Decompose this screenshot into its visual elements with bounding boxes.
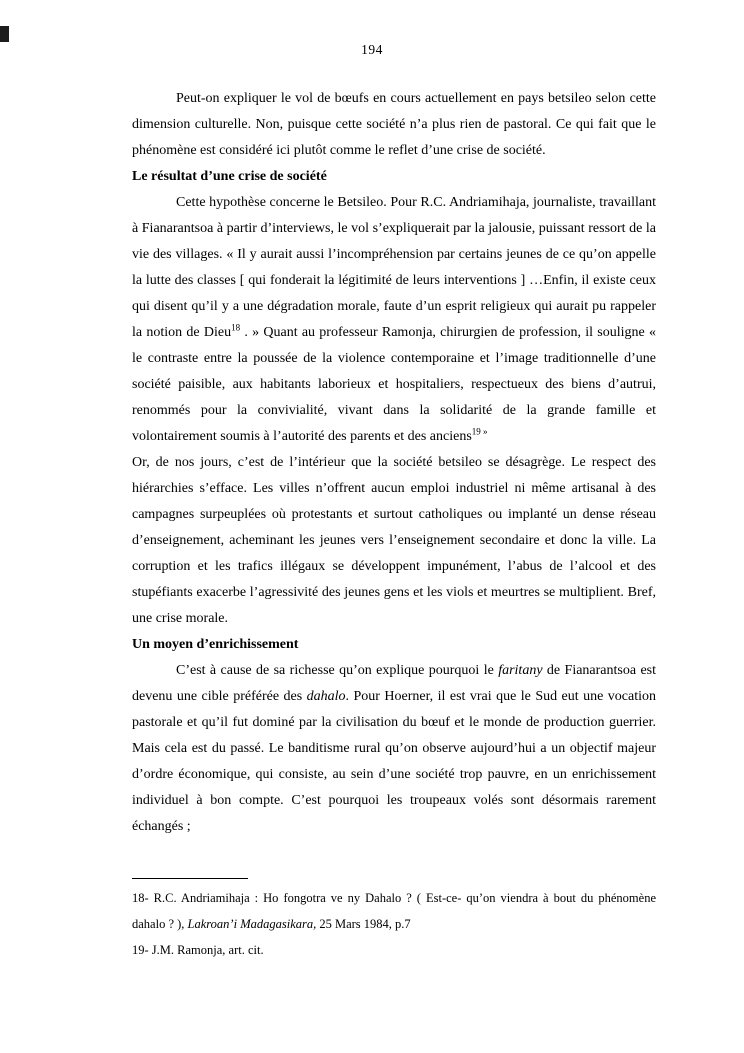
paragraph-richesse	[132, 658, 656, 840]
text-run: 25 Mars 1984, p.7	[316, 917, 411, 931]
page-number: 194	[361, 42, 383, 57]
footnote-reference: 18	[231, 322, 241, 333]
text-run: de Fianarantsoa est devenu une cible préférée des	[132, 663, 656, 704]
footnote-19	[132, 937, 656, 963]
text-run: 19- J.M. Ramonja, art. cit.	[132, 943, 264, 957]
text-run: Peut-on expliquer le vol de bœufs en cours actuellement en pays betsileo selon cette dimension culturelle. Non, puisque cette société n’a plus rien de pastoral. Ce qui fait que le phénomène est considéré ici plutôt comme le reflet d’une crise de société.	[132, 91, 656, 158]
text-run: . » Quant au professeur Ramonja, chirurgien de profession, il souligne « le contraste entre la poussée de la violence contemporaine et l’image traditionnelle d’une société paisible, aux habitants laborieux et hospitaliers, respectueux des biens d’autrui, renommés pour la convivialité, vivant dans la solidarité de la grande famille et volontairement soumis à l’autorité des parents et des anciens	[132, 325, 657, 444]
text-run: dahalo	[306, 689, 346, 704]
text-run: 18- R.C. Andriamihaja : Ho fongotra ve ny Dahalo ? ( Est-ce- qu’on viendra à bout du phénomène dahalo ? ),	[132, 891, 656, 931]
scan-artifact	[0, 26, 9, 42]
paragraph-hypothese	[132, 190, 656, 450]
footnote-18	[132, 885, 656, 937]
paragraph-intro	[132, 86, 656, 164]
text-run: Lakroan’i Madagasikara,	[187, 917, 317, 931]
text-run: faritany	[498, 663, 543, 678]
paragraph-desagregation	[132, 450, 656, 632]
footnote-separator	[132, 878, 248, 879]
text-run: Or, de nos jours, c’est de l’intérieur que la société betsileo se désagrège. Le respect des hiérarchies s’efface. Les villes n’offrent aucun emploi industriel ni même artisanal à des campagnes surpeuplées où protestants et surtout catholiques ou implanté un dense réseau d’enseignement, acheminant les jeunes vers l’enseignement secondaire et donc la ville. La corruption et les trafics illégaux se développent impunément, l’abus de l’alcool et des stupéfiants exacerbe l’agressivité des jeunes gens et les viols et meurtres se multiplient. Bref, une crise morale.	[132, 455, 656, 626]
section-heading-enrichissement: Un moyen d’enrichissement	[132, 637, 299, 652]
footnote-reference: 19 »	[471, 426, 488, 437]
page-body	[132, 86, 656, 840]
footnotes-section	[132, 870, 656, 963]
text-run: . Pour Hoerner, il est vrai que le Sud eut une vocation pastorale et qu’il fut dominé par la civilisation du bœuf et le monde de production guerrier. Mais cela est du passé. Le banditisme rural qu’on observe aujourd’hui a un objectif majeur d’ordre économique, qui consiste, au sein d’une société trop pauvre, en un enrichissement individuel à bon compte. C’est pourquoi les troupeaux volés sont désormais rarement échangés ;	[132, 689, 656, 834]
section-heading-crise-de-societe: Le résultat d’une crise de société	[132, 169, 327, 184]
text-run: C’est à cause de sa richesse qu’on explique pourquoi le	[176, 663, 499, 678]
text-run: Cette hypothèse concerne le Betsileo. Pour R.C. Andriamihaja, journaliste, travaillant à Fianarantsoa à partir d’interviews, le vol s’expliquerait par la jalousie, puissant ressort de la vie des villages. « Il y aurait aussi l’incompréhension par certains jeunes de ce qu’on appelle la lutte des classes [ qui fonderait la légitimité de leurs interventions ] …Enfin, il existe ceux qui disent qu’il y a une dégradation morale, faute d’un esprit religieux qui aurait pu rappeler la notion de Dieu	[132, 195, 656, 340]
